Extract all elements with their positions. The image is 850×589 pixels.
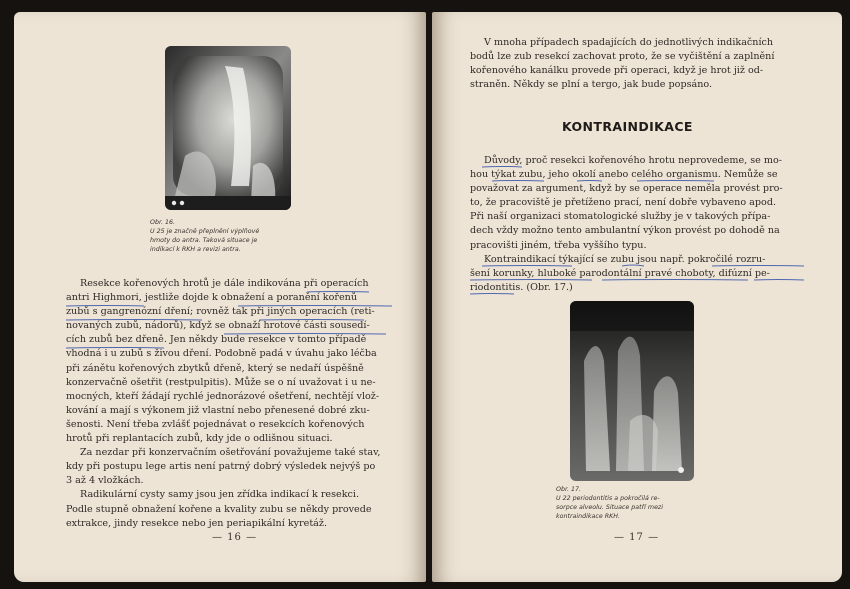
figure-17-caption <box>556 485 663 521</box>
text-line: bodů lze zub resekcí zachovat proto, že se vyčištění a zaplnění <box>470 51 775 63</box>
right-page <box>432 12 842 582</box>
caption-line: kontraindikace RKH. <box>556 513 620 520</box>
caption-line: Obr. 17. <box>556 486 581 493</box>
left-page <box>14 12 426 582</box>
right-body-text <box>470 154 806 295</box>
text-line: Důvody, proč resekci kořenového hrotu neprovedeme, se mo- <box>484 155 782 166</box>
text-line: V mnoha případech spadajících do jednotlivých indikačních <box>484 37 774 48</box>
xray-image-figure-17 <box>570 301 694 481</box>
left-body-text <box>66 277 398 531</box>
page-number-17: — 17 — <box>614 532 660 543</box>
text-line: to, že pracoviště je přetíženo prací, není dobře vybaveno apod. <box>470 197 777 209</box>
text-line: novaných zubů, nádorů), když se obnaží hrotové části sousedí- <box>66 320 370 332</box>
text-line: Za nezdar při konzervačním ošetřování považujeme také stav, <box>80 447 381 459</box>
text-line: Kontraindikací týkající se zubu jsou např. pokročilé rozru- <box>484 253 766 265</box>
text-line: kdy při postupu lege artis není patrný dobrý výsledek nejvýš po <box>66 461 376 473</box>
text-line: Resekce kořenových hrotů je dále indikována při operacích <box>80 278 369 289</box>
text-line: šenosti. Není třeba zvlášť pojednávat o resekcích kořenových <box>66 418 365 430</box>
text-line: zubů s gangrenózní dření; rovněž tak při jiných operacích (reti- <box>66 306 375 318</box>
text-line: hrotů při replantacích zubů, kdy jde o odlišnou situaci. <box>66 433 333 445</box>
section-heading: KONTRAINDIKACE <box>562 119 693 134</box>
caption-line: Obr. 16. <box>150 219 175 226</box>
text-line: straněn. Někdy se plní a tergo, jak bude popsáno. <box>470 79 713 91</box>
text-line: extrakce, jindy resekce nebo jen periapikální kyretáž. <box>66 517 328 529</box>
text-line: Při naší organizaci stomatologické služby je v takových přípa- <box>470 211 771 223</box>
xray-image-figure-16 <box>165 46 291 210</box>
text-line: vhodná i u zubů s živou dření. Podobně padá v úvahu jako léčba <box>66 348 377 360</box>
right-intro-text <box>470 36 806 92</box>
text-line: Podle stupně obnažení kořene a kvality zubu se někdy provede <box>66 503 372 515</box>
text-line: mocných, kteří žádají rychlé jednorázové ošetření, nechtějí vlož- <box>66 390 380 402</box>
caption-line: sorpce alveolu. Situace patří mezi <box>556 504 663 511</box>
text-line: Radikulární cysty samy jsou jen zřídka indikací k resekci. <box>80 489 360 501</box>
caption-line: hmoty do antra. Taková situace je <box>150 237 258 244</box>
text-line: šení korunky, hluboké parodontální pravé choboty, difúzní pe- <box>470 267 770 279</box>
text-line: kování a mají s výkonem již vlastní nebo přenesené dobré zku- <box>66 404 370 416</box>
caption-line: U 25 je značně přeplnění výplňové <box>150 228 260 235</box>
text-line: cích zubů bez dřeně. Jen někdy bude resekce v tomto případě <box>66 334 367 346</box>
caption-line: U 22 periodontitis a pokročilá re- <box>556 495 660 502</box>
page-number-16: — 16 — <box>212 532 258 543</box>
text-line: riodontitis. (Obr. 17.) <box>470 281 573 293</box>
xray-graphic <box>165 46 291 210</box>
text-line: kořenového kanálku provede při operaci, když je hrot již od- <box>470 65 764 77</box>
text-line: považovat za argument, když by se operace neměla provést pro- <box>470 183 783 195</box>
text-line: 3 až 4 vložkách. <box>66 475 144 487</box>
text-line: při zánětu kořenových zbytků dřeně, který se nedaří úspěšně <box>66 362 364 374</box>
text-line: hou týkat zubu, jeho okolí anebo celého organismu. Nemůže se <box>470 169 778 181</box>
text-line: dech vždy možno tento ambulantní výkon provést po dohodě na <box>470 225 780 237</box>
caption-line: indikací k RKH a revizi antra. <box>150 246 241 253</box>
text-line: pracovišti jiném, třeba vyššího typu. <box>470 239 647 251</box>
text-line: konzervačně ošetřit (restpulpitis). Může se o ní uvažovat i u ne- <box>66 376 376 388</box>
text-line: antri Highmori, jestliže dojde k obnažení a poranění kořenů <box>66 292 358 304</box>
figure-16-caption <box>150 218 259 254</box>
xray-graphic <box>570 301 694 481</box>
